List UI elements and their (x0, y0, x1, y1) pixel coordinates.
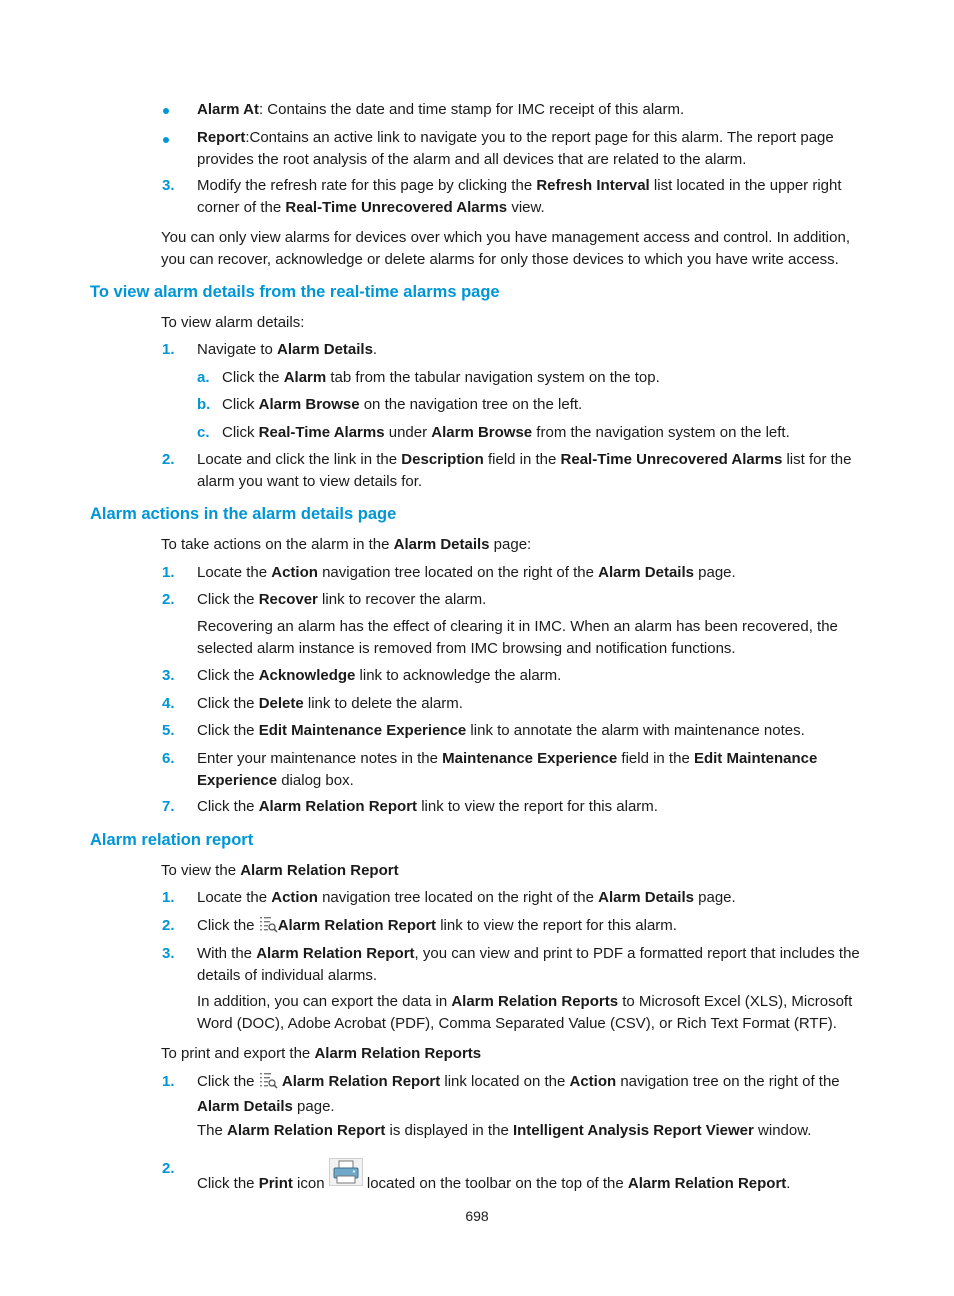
export-note: In addition, you can export the data in Alarm Relation Reports to Microsoft Excel (XLS), Microsoft Word (DOC), Adobe Acrobat (PDF), Comma Separated Value (CSV), or Rich Text Format (RTF). (197, 993, 853, 1032)
substep-letter: c. (197, 424, 210, 441)
report-viewer-note: The Alarm Relation Report is displayed in the Intelligent Analysis Report Viewer window. (197, 1122, 812, 1139)
bullet-report: Report:Contains an active link to navigate you to the report page for this alarm. The report page provides the root analysis of the alarm and all devices that are related to the alarm. (197, 129, 834, 168)
lead-text: To take actions on the alarm in the Alarm Details page: (161, 536, 532, 553)
substep-alarm-tab: Click the Alarm tab from the tabular navigation system on the top. (222, 369, 660, 386)
step-number: 1. (162, 889, 175, 906)
step-locate-action: Locate the Action navigation tree located on the right of the Alarm Details page. (197, 564, 736, 581)
step-click-print: Click the Print icon located on the toolbar on the top of the Alarm Relation Report. (197, 1158, 867, 1195)
page-number: 698 (465, 1208, 489, 1224)
step-number: 3. (162, 177, 175, 194)
step-number: 3. (162, 945, 175, 962)
step-number: 1. (162, 341, 175, 358)
step-navigate: Navigate to Alarm Details. (197, 341, 378, 358)
report-list-icon (259, 1071, 278, 1096)
step-number: 2. (162, 451, 175, 468)
step-relation-report: Click the Alarm Relation Report link to view the report for this alarm. (197, 798, 658, 815)
step-acknowledge: Click the Acknowledge link to acknowledge the alarm. (197, 667, 562, 684)
step-refresh-rate: Modify the refresh rate for this page by clicking the Refresh Interval list located in the upper right corner of the Real-Time Unrecovered Alarms view. (197, 177, 842, 216)
step-delete: Click the Delete link to delete the alarm. (197, 695, 463, 712)
substep-alarm-browse: Click Alarm Browse on the navigation tree on the left. (222, 396, 583, 413)
lead-text-print-export: To print and export the Alarm Relation Reports (161, 1045, 482, 1062)
lead-text: To view the Alarm Relation Report (161, 862, 399, 879)
section-heading-alarm-relation-report: Alarm relation report (90, 831, 254, 849)
step-number: 6. (162, 750, 175, 767)
step-number: 2. (162, 1160, 175, 1177)
step-number: 2. (162, 917, 175, 934)
substep-letter: a. (197, 369, 210, 386)
step-click-report-link: Click the Alarm Relation Report link located on the Action navigation tree on the right of the Alarm Details page. (197, 1073, 840, 1115)
substep-letter: b. (197, 396, 211, 413)
bullet-alarm-at: Alarm At: Contains the date and time stamp for IMC receipt of this alarm. (197, 101, 685, 118)
step-number: 3. (162, 667, 175, 684)
recover-note: Recovering an alarm has the effect of clearing it in IMC. When an alarm has been recovered, the selected alarm instance is removed from IMC browsing and notification functions. (197, 618, 838, 657)
step-view-print-pdf: With the Alarm Relation Report, you can view and print to PDF a formatted report that includes the details of individual alarms. (197, 945, 860, 984)
step-number: 5. (162, 722, 175, 739)
section-heading-alarm-actions: Alarm actions in the alarm details page (90, 505, 397, 523)
step-edit-maintenance: Click the Edit Maintenance Experience link to annotate the alarm with maintenance notes. (197, 722, 805, 739)
step-number: 2. (162, 591, 175, 608)
section-heading-view-alarm-details: To view alarm details from the real-time alarms page (90, 283, 500, 301)
lead-text: To view alarm details: (161, 314, 305, 331)
bullet-dot (163, 108, 169, 114)
step-number: 1. (162, 1073, 175, 1090)
step-click-relation-report: Click the Alarm Relation Report link to view the report for this alarm. (197, 915, 867, 940)
access-note-paragraph: You can only view alarms for devices over which you have management access and control. In addition, you can recover, acknowledge or delete alarms for only those devices to which you have write access. (161, 229, 850, 268)
step-number: 7. (162, 798, 175, 815)
printer-icon (329, 1158, 363, 1193)
report-list-icon (259, 915, 278, 940)
step-number: 4. (162, 695, 175, 712)
substep-real-time-alarms: Click Real-Time Alarms under Alarm Browse from the navigation system on the left. (222, 424, 790, 441)
bullet-dot (163, 137, 169, 143)
step-number: 1. (162, 564, 175, 581)
step-locate-description: Locate and click the link in the Description field in the Real-Time Unrecovered Alarms list for the alarm you want to view details for. (197, 451, 852, 490)
step-locate-action: Locate the Action navigation tree located on the right of the Alarm Details page. (197, 889, 736, 906)
step-recover: Click the Recover link to recover the alarm. (197, 591, 487, 608)
step-enter-notes: Enter your maintenance notes in the Maintenance Experience field in the Edit Maintenance Experience dialog box. (197, 750, 818, 789)
